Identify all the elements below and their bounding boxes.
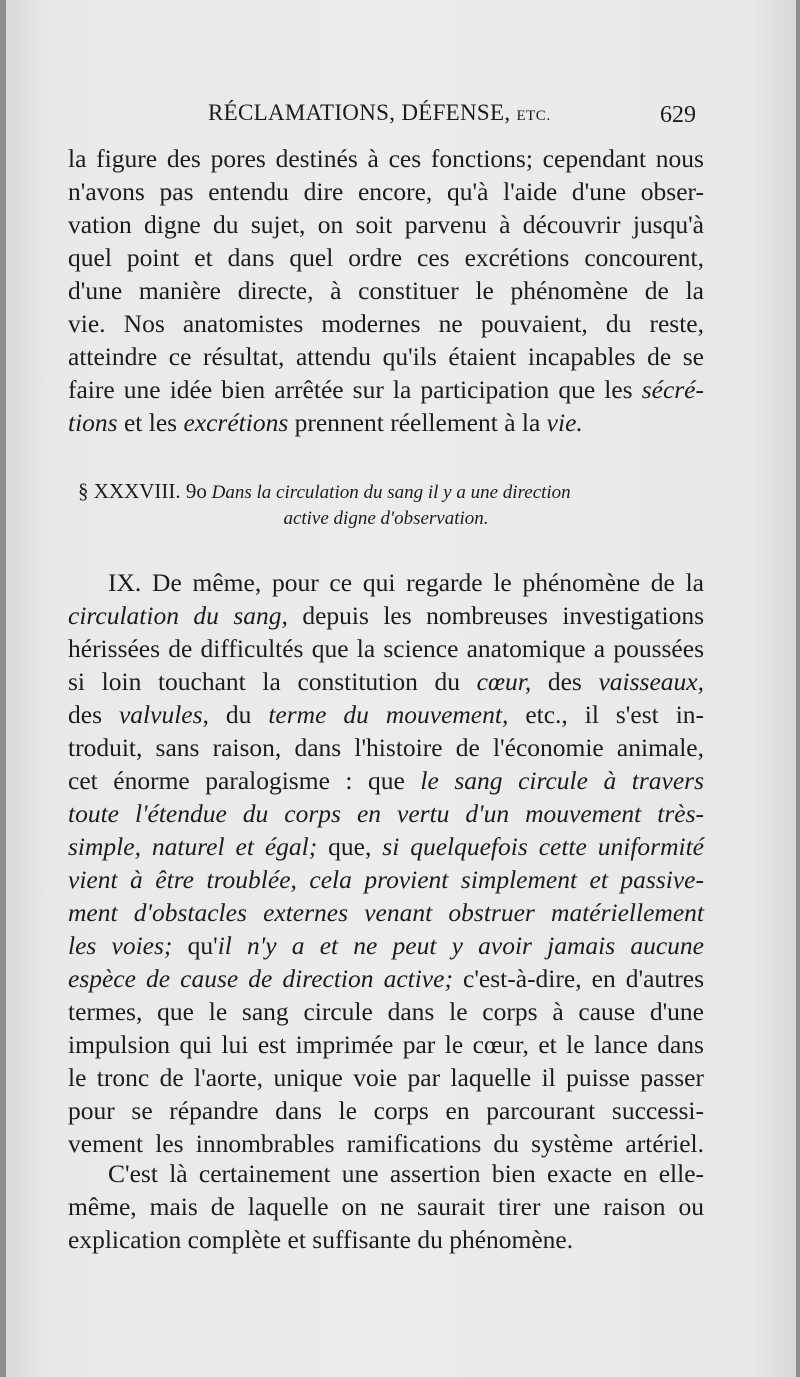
text-line: explication complète et suffisante du phénomène. [68, 1225, 574, 1254]
text-line: vement les innombrables ramifications du système artériel. [68, 1129, 704, 1158]
text-line: d'une manière directe, à constituer le phénomène de la [68, 276, 704, 305]
page-number: 629 [660, 102, 696, 128]
text-line: IX. De même, pour ce qui regarde le phénomène de la [108, 568, 704, 597]
text-line: simple, naturel et égal; que, si quelquefois cette uniformité [68, 832, 704, 861]
text-line: la figure des pores destinés à ces fonctions; cependant nous [68, 144, 704, 173]
paragraph-1 [68, 142, 704, 439]
text-line: faire une idée bien arrêtée sur la participation que les sécré- [68, 375, 704, 404]
running-title-etc: ETC. [516, 108, 551, 124]
page-header [68, 100, 708, 132]
text-line: vie. Nos anatomistes modernes ne pouvaient, du reste, [68, 309, 704, 338]
text-line: espèce de cause de direction active; c'est-à-dire, en d'autres [68, 964, 704, 993]
section-number: § XXXVIII. 9o [78, 479, 207, 503]
book-page [6, 0, 796, 1377]
text-line: même, mais de laquelle on ne saurait tirer une raison ou [68, 1192, 704, 1221]
italic-word: vie. [546, 408, 583, 437]
text-line: troduit, sans raison, dans l'histoire de l'économie animale, [68, 733, 704, 762]
text-line: hérissées de difficultés que la science anatomique a poussées [68, 634, 704, 663]
running-title: RÉCLAMATIONS, DÉFENSE, ETC. [208, 100, 551, 125]
section-heading-line-2: active digne d'observation. [283, 508, 489, 529]
section-heading [68, 477, 704, 533]
text-line: tions et les excrétions prennent réellement à la vie. [68, 408, 583, 437]
text-line: atteindre ce résultat, attendu qu'ils étaient incapables de se [68, 342, 704, 371]
text-line: le tronc de l'aorte, unique voie par laquelle il puisse passer [68, 1063, 704, 1092]
text-line: les voies; qu'il n'y a et ne peut y avoir jamais aucune [68, 931, 704, 960]
section-title: Dans la circulation du sang il y a une direction [211, 482, 571, 503]
paragraph-2 [68, 566, 704, 1160]
italic-word: excrétions [183, 408, 289, 437]
paragraph-3 [68, 1157, 704, 1256]
section-heading-line-1 [68, 477, 704, 505]
italic-word: sécré- [641, 375, 704, 404]
text-line: cet énorme paralogisme : que le sang circule à travers [68, 766, 705, 795]
text-line: ment d'obstacles externes venant obstruer matériellement [68, 898, 704, 927]
text-line: circulation du sang, depuis les nombreuses investigations [68, 601, 704, 630]
text-line: des valvules, du terme du mouvement, etc., il s'est in- [68, 700, 705, 729]
text-line: quel point et dans quel ordre ces excrétions concourent, [68, 243, 704, 272]
text-line: C'est là certainement une assertion bien exacte en elle- [108, 1159, 704, 1188]
italic-word: tions [68, 408, 118, 437]
text-line: n'avons pas entendu dire encore, qu'à l'aide d'une obser- [68, 177, 704, 206]
text-line: impulsion qui lui est imprimée par le cœur, et le lance dans [68, 1030, 704, 1059]
text-line: termes, que le sang circule dans le corps à cause d'une [68, 997, 704, 1026]
text-line: vient à être troublée, cela provient simplement et passive- [68, 865, 704, 894]
text-line: si loin touchant la constitution du cœur, des vaisseaux, [68, 667, 704, 696]
text-line: toute l'étendue du corps en vertu d'un mouvement très- [68, 799, 704, 828]
text-line: vation digne du sujet, on soit parvenu à découvrir jusqu'à [68, 210, 704, 239]
text-line: pour se répandre dans le corps en parcourant successi- [68, 1096, 704, 1125]
